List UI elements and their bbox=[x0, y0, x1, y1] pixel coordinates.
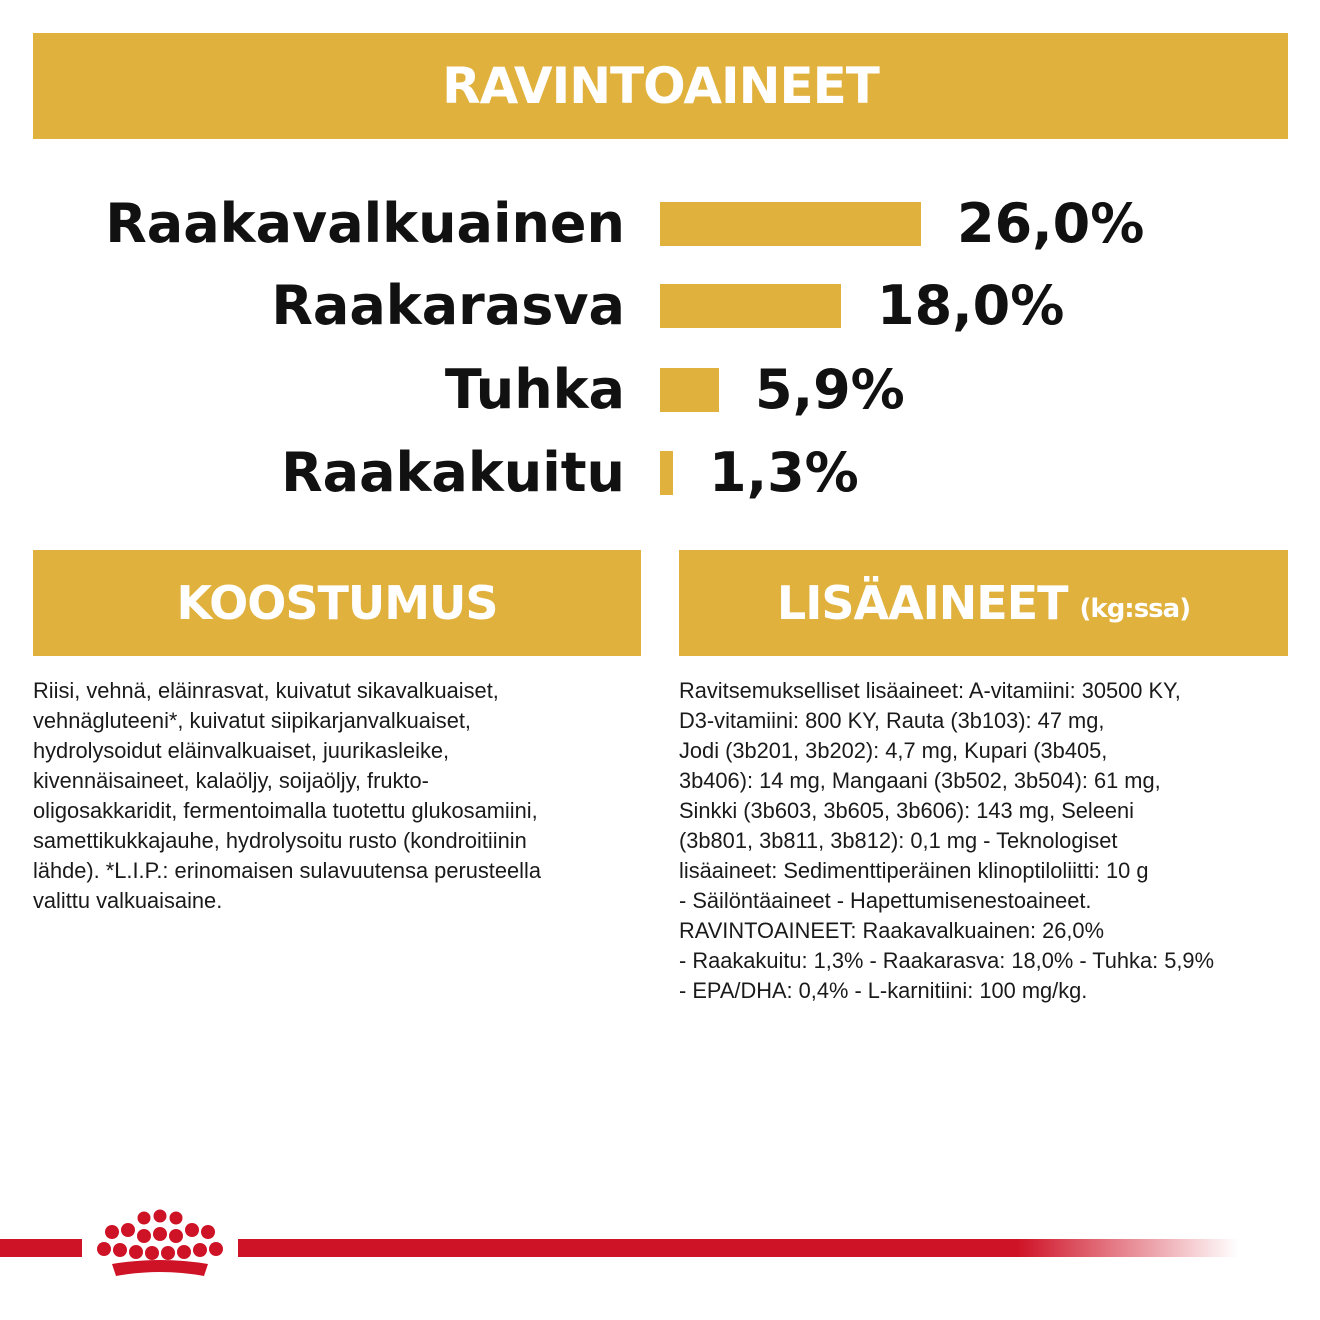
nutrient-label: Tuhka bbox=[444, 358, 625, 421]
nutrient-row bbox=[0, 431, 1320, 515]
nutrient-value: 18,0% bbox=[877, 274, 1065, 337]
nutrient-row bbox=[0, 264, 1320, 348]
nutrients-header-title: RAVINTOAINEET bbox=[442, 57, 879, 115]
nutrients-header bbox=[33, 33, 1288, 139]
nutrient-bar bbox=[660, 368, 719, 412]
nutrient-value: 1,3% bbox=[709, 441, 859, 504]
additives-header-title: LISÄAINEET bbox=[776, 576, 1068, 630]
additives-header bbox=[679, 550, 1288, 656]
nutrient-bar bbox=[660, 451, 673, 495]
composition-header bbox=[33, 550, 641, 656]
footer-red-line-left bbox=[0, 1239, 82, 1257]
nutrient-row bbox=[0, 182, 1320, 266]
composition-text: Riisi, vehnä, eläinrasvat, kuivatut sikavalkuaiset, vehnägluteeni*, kuivatut siipikarjanvalkuaiset, hydrolysoidut eläinvalkuaiset, juurikasleike, kivennäisaineet, kalaöljy, soijaöljy, frukto- oligosakkaridit, fermentoimalla tuotettu glukosamiini, samettikukkajauhe, hydrolysoitu rusto (kondroitiinin lähde). *L.I.P.: erinomaisen sulavuutensa perusteella valittu valkuaisaine. bbox=[33, 678, 541, 913]
nutrient-bar bbox=[660, 284, 841, 328]
nutrient-label: Raakakuitu bbox=[281, 441, 625, 504]
crown-logo-icon bbox=[90, 1206, 230, 1284]
nutrient-value: 26,0% bbox=[957, 192, 1145, 255]
nutrient-value: 5,9% bbox=[755, 358, 905, 421]
footer-red-line-right bbox=[238, 1239, 1238, 1257]
additives-text: Ravitsemukselliset lisäaineet: A-vitamiini: 30500 KY, D3-vitamiini: 800 KY, Rauta (3b103): 47 mg, Jodi (3b201, 3b202): 4,7 mg, Kupari (3b405, 3b406): 14 mg, Mangaani (3b502, 3b504): 61 mg, Sinkki (3b603, 3b605, 3b606): 143 mg, Seleeni (3b801, 3b811, 3b812): 0,1 mg - Teknologiset lisäaineet: Sedimenttiperäinen klinoptiloliitti: 10 g - Säilöntäaineet - Hapettumisenestoaineet. RAVINTOAINEET: Raakavalkuainen: 26,0% - Raakakuitu: 1,3% - Raakarasva: 18,0% - Tuhka: 5,9% - EPA/DHA: 0,4% - L-karnitiini: 100 mg/kg. bbox=[679, 678, 1214, 1003]
nutrient-bar bbox=[660, 202, 921, 246]
composition-header-title: KOOSTUMUS bbox=[176, 576, 498, 630]
nutrient-row bbox=[0, 348, 1320, 432]
nutrient-label: Raakarasva bbox=[271, 274, 625, 337]
nutrient-label: Raakavalkuainen bbox=[105, 192, 625, 255]
additives-header-unit: (kg:ssa) bbox=[1079, 594, 1191, 624]
